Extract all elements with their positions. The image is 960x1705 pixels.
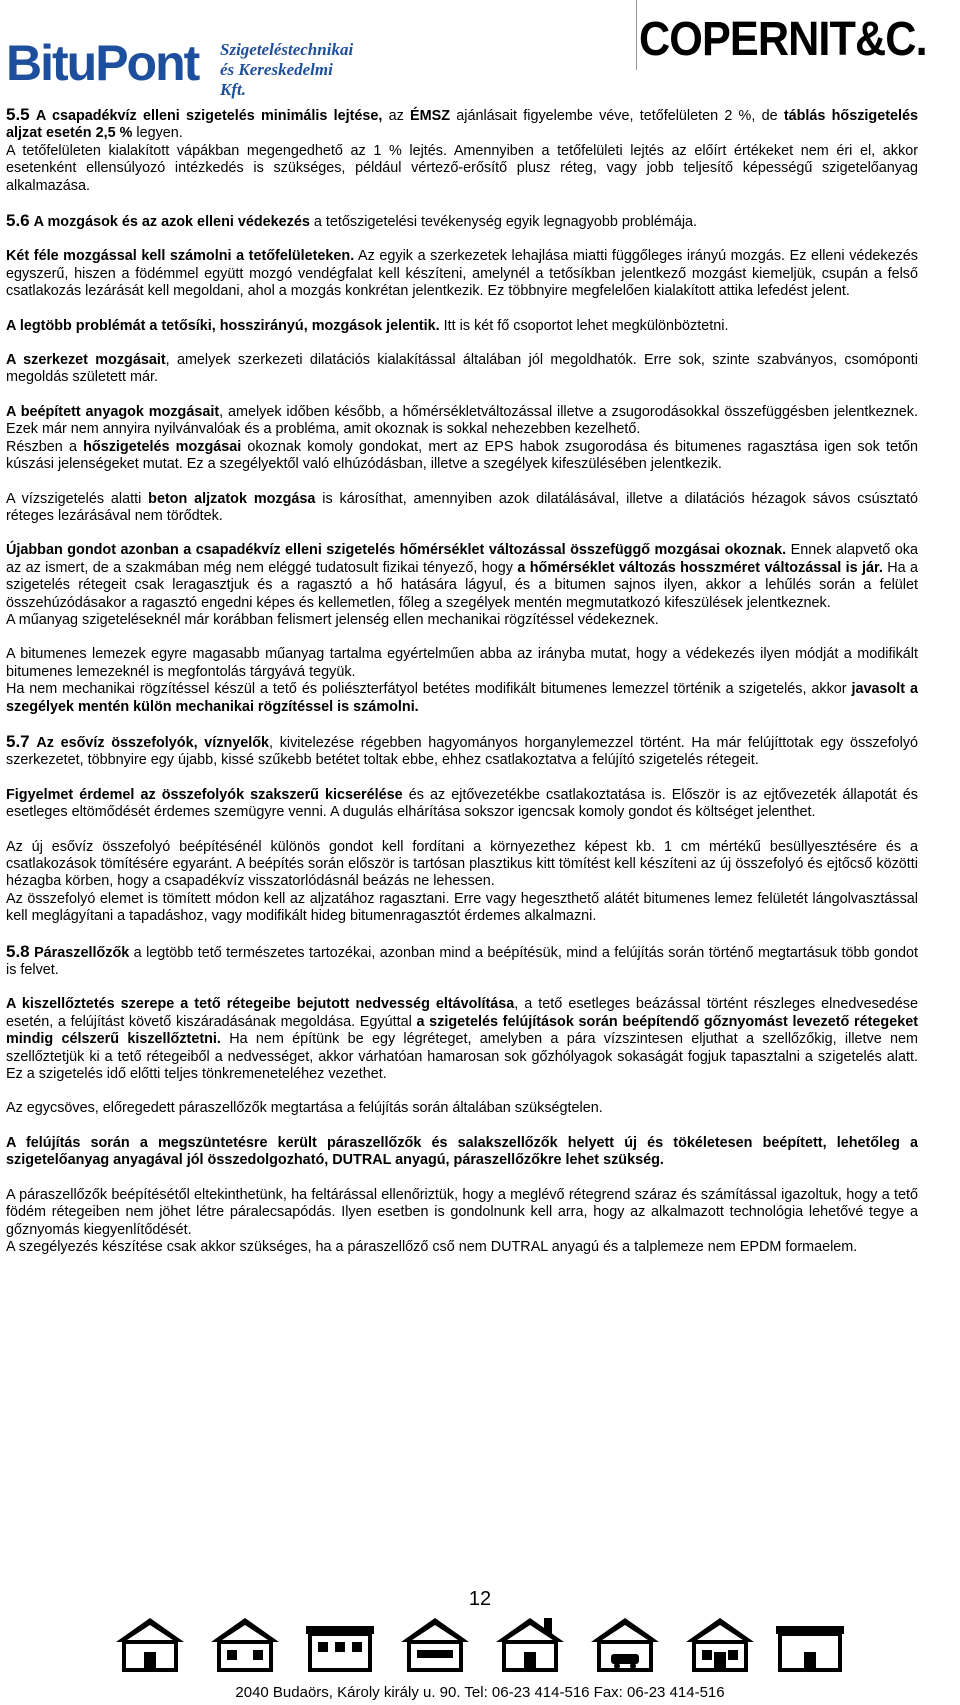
roof-house-icon	[110, 1612, 190, 1674]
section-5-6: 5.6 A mozgások és az azok elleni védekezés a tetőszigetelési tevékenység egyik legnagyobb problémája.	[6, 211, 698, 231]
paragraph-vent-flashing: A szegélyezés készítése csak akkor szükséges, ha a páraszellőző cső nem DUTRAL anyagú és a talplemeze nem EPDM formaelem.	[6, 1238, 858, 1255]
paragraph-temperature-movement: Újabban gondot azonban a csapadékvíz elleni szigetelés hőmérséklet változással összefüggő mozgásai okoznak. Ennek alapvető oka az az ismert, de a szakmában még nem eléggé tudatosult fizikai tényező, hogy a hőmérséklet változás hosszméret változással is jár. Ha a szigetelés rétegeit csak leragasztjuk és a ragasztó a hő hatására lágyul, és a bitumen sajnos ilyen, akkor a lehűlés során a felület összehúzódásakor a ragasztó engedni képes és kellemetlen, főleg a szegélyek mentén megmutatkozó kifeszülések jelentkeznek.	[6, 542, 918, 611]
house-with-chimney-icon	[490, 1612, 570, 1674]
section-5-8: 5.8 Páraszellőzők a legtöbb tető természetes tartozékai, azonban mind a beépítésük, mind a felújítás során történő megtartásuk több gondot is felvet.	[6, 941, 918, 979]
section-5-7: 5.7 Az esővíz összefolyók, víznyelők, kivitelezése régebben hagyományos horganylemezzel történt. Ha már felújíttotak egy összefolyó szerkezetet, többnyire egy újabb, kissé szűkebb betétet toltak ebbe, ehhez csatlakoztatva a felújító szigetelés rétegeit.	[6, 731, 919, 769]
paragraph-ventilation-role: A kiszellőztetés szerepe a tető rétegeibe bejutott nedvesség eltávolítása, a tető esetleges beázással történt részleges elnedvesedése esetén, a felújítást követő kiszáradásának megoldása. Egyúttal a szigetelés felújítások során beépítendő gőznyomást levezető rétegeket mindig célszerű kiszellőztetni. Ha nem építünk be egy légréteget, amelyben a pára vízszintesen eljuthat a szellőzőkig, illetve nem szellőztetjük ki a tető rétegeiből a nedvességet, akkor várhatóan hamarosan sok gőzhólyagok sokaságát fogjuk tapasztalni a szigetelés alatt. Ez a szigetelés idő előtti teljes tönkremeneteléhez vezethet.	[6, 996, 918, 1083]
roof-icons-row	[110, 1612, 850, 1682]
flat-roof-building-icon	[300, 1612, 380, 1674]
bitupont-logo-subtitle: Szigeteléstechnikai és Kereskedelmi Kft.	[220, 40, 354, 99]
paragraph-insulation-movement: Részben a hőszigetelés mozgásai okoznak komoly gondokat, mert az EPS habok zsugorodása és bitumenes ragasztása igen sok tetőn kúszási jelenségeket mutat. Ez a szegélyektől való elhúzódásban, illetve a szegélyek kifeszülésében jelentkezik.	[6, 438, 918, 473]
roof-house-icon	[205, 1612, 285, 1674]
paragraph-concrete-movement: A vízszigetelés alatti beton aljzatok mozgása is károsíthat, amennyiben azok dilatálásával, illetve a dilatációs hézagok sávos csúsztató réteges lezárásával nem törődtek.	[6, 490, 918, 524]
section-5-5: 5.5 A csapadékvíz elleni szigetelés minimális lejtése, az ÉMSZ ajánlásait figyelembe véve, tetőfelületen 2 %, de táblás hőszigetelés aljzat esetén 2,5 % legyen.	[6, 105, 918, 142]
paragraph-bitumen-membranes: A bitumenes lemezek egyre magasabb műanyag tartalma egyértelműen abba az irányba mutat, hogy a védekezés ilyen módját a modifikált bitumenes lemezeknél is megfontolás tárgyává tegyük.	[6, 646, 918, 680]
paragraph-drain-replacement: Figyelmet érdemel az összefolyók szakszerű kicserélése és az ejtővezetékbe csatlakoztatása is. Először is az ejtővezeték állapotát és esetleges eltömődését érdemes szemügyre venni. A dugulás elhárítása sokszor igencsak komoly gondot és költséget jelenthet.	[6, 786, 918, 821]
paragraph-longitudinal-movement: A legtöbb problémát a tetősíki, hosszirányú, mozgások jelentik. Itt is két fő csoportot lehet megkülönböztetni.	[6, 317, 729, 334]
roof-house-icon	[680, 1612, 760, 1674]
paragraph-plastic-insulation: A műanyag szigeteléseknél már korábban felismert jelenség ellen mechanikai rögzítéssel védekeznek.	[6, 611, 659, 628]
paragraph-single-pipe-vents: Az egycsöves, előregedett páraszellőzők megtartása a felújítás során általában szükségtelen.	[6, 1100, 603, 1117]
bitupont-logo	[6, 20, 354, 99]
document-body	[6, 106, 918, 1273]
copernit-logo-brand: COPERNIT&C.	[639, 13, 927, 66]
section-5-5-continued: A tetőfelületen kialakított vápákban megengedhető az 1 % lejtés. Amennyiben a tetőfelületi lejtés az előírt értékeket nem éri el, akkor esetenként ellensúlyozó intézkedés is szükséges, például vértező-erősítő plusz réteg, vagy jobb teljesítő képességű szigetelőanyag alkalmazása.	[6, 142, 918, 194]
house-with-car-icon	[585, 1612, 665, 1674]
paragraph-material-movement: A beépített anyagok mozgásait, amelyek időben később, a hőmérsékletváltozással illetve a zsugorodásokkal összefüggésben jelentkeznek. Ezek már nem annyira nyilvánvalóak és a probléma, amit okoznak is sokkal nehezebben kezelhető.	[6, 403, 919, 438]
page-header	[0, 0, 960, 99]
copernit-logo	[636, 0, 957, 70]
footer-address: 2040 Budaörs, Károly király u. 90. Tel: 06-23 414-516 Fax: 06-23 414-516	[235, 1684, 725, 1701]
flat-roof-building-icon	[770, 1612, 850, 1674]
paragraph-new-drain: Az új esővíz összefolyó beépítésénél különös gondot kell fordítani a környezethez képest kb. 1 cm mértékű besüllyesztésére és a csatlakozások tömítésére egyaránt. A beépítés során először is tartósan plasztikus kitt tömítést kell készíteni az új összefolyó és ejtőcső közötti hézagba körben, hogy a csapadékvíz visszatorlódásnál beázás ne lehessen.	[6, 838, 918, 890]
roof-house-icon	[395, 1612, 475, 1674]
page-number: 12	[468, 1588, 492, 1610]
paragraph-drain-gluing: Az összefolyó elemet is tömített módon kell az aljzatához ragasztani. Erre vagy hegeszthető alátét bitumenes lemez felületét lángolvasztással kell meglágyítani a tapadáshoz, vagy modifikált hideg bitumenragasztót érdemes alkalmazni.	[6, 890, 918, 925]
paragraph-movement-types: Két féle mozgással kell számolni a tetőfelületeken. Az egyik a szerkezetek lehajlása miatti függőleges irányú mozgás. Ez elleni védekezés egyszerű, hiszen a födémmel együtt mozgó vendégfalat kell készíteni, amelynél a tetősíkban jelentkező mozgást kiemeljük, csupán a felső csatlakozás lezárását kell megoldani, ahol a mozgás konkrétan jelentkezik. Ez többnyire megfelelően kialakított attika lefedést jelent.	[6, 248, 918, 300]
bitupont-logo-brand: BituPont	[6, 35, 199, 91]
paragraph-mechanical-fixing: Ha nem mechanikai rögzítéssel készül a tető és poliészterfátyol betétes modifikált bitumenes lemezzel történik a szigetelés, akkor javasolt a szegélyek mentén külön mechanikai rögzítéssel is számolni.	[6, 681, 918, 715]
paragraph-new-vents: A felújítás során a megszüntetésre került páraszellőzők és salakszellőzők helyett új és tökéletesen beépített, lehetőleg a szigetelőanyag anyagával jól összedolgozható, DUTRAL anyagú, páraszellőzőkre lehet szükség.	[6, 1134, 918, 1169]
paragraph-vent-omission: A páraszellőzők beépítésétől eltekinthetünk, ha feltárással ellenőriztük, hogy a meglévő rétegrend száraz és számítással igazoltuk, hogy a tető födém rétegeiben nem jöhet létre páralecsapódás. Ilyen esetben is gondolnunk kell arra, hogy az alkalmazott technológia lehetővé tegye a gőznyomás kiegyenlítődését.	[6, 1186, 918, 1238]
paragraph-structure-movement: A szerkezet mozgásait, amelyek szerkezeti dilatációs kialakítással általában jól megoldhatók. Erre sok, szinte szabványos, csomóponti megoldás született már.	[6, 352, 918, 386]
